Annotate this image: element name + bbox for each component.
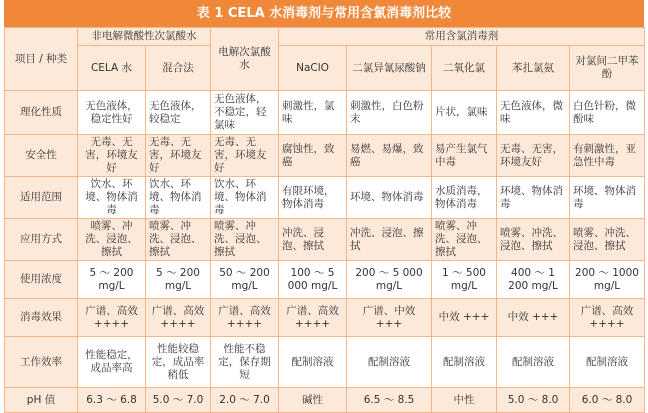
- table-cell: 5 ～ 200 mg/L: [146, 261, 211, 299]
- table-cell: 喷雾、冲洗、浸泡、擦拭: [211, 219, 279, 261]
- row-label: 消毒效果: [5, 299, 78, 337]
- header-group-nonelectrolytic: 非电解微酸性次氯酸水: [78, 28, 211, 46]
- header-group-common: 常用含氯消毒剂: [279, 28, 645, 46]
- table-cell: 5 ～ 200 mg/L: [78, 261, 146, 299]
- table-cell: 广谱、高效 ++++: [146, 299, 211, 337]
- table-cell: 5.0 ～ 7.0: [146, 388, 211, 413]
- table-cell: 饮水、环境、物体消毒: [78, 177, 146, 219]
- table-cell: 性能不稳定，保存期短: [211, 337, 279, 388]
- header-col-7: 苯扎氯氨: [497, 46, 570, 91]
- table-cell: 配制溶液: [432, 337, 497, 388]
- row-label: 工作效率: [5, 337, 78, 388]
- table-cell: 广谱、高效 ++++: [78, 299, 146, 337]
- table-cell: 饮水、环境、物体消毒: [146, 177, 211, 219]
- table-cell: 100 ～ 5 000 mg/L: [279, 261, 347, 299]
- table-row: [5, 177, 645, 219]
- header-col-3: 电解次氯酸水: [211, 28, 279, 91]
- header-col-5: 二氯异氰尿酸钠: [347, 46, 432, 91]
- table-cell: 广谱、高效 ++++: [279, 299, 347, 337]
- table-cell: 5.0 ～ 8.0: [497, 388, 570, 413]
- table-row: [5, 337, 645, 388]
- table-row: [5, 219, 645, 261]
- table-cell: 6.0 ～ 8.0: [570, 388, 645, 413]
- table-cell: 喷雾、冲洗、浸泡、擦拭: [146, 219, 211, 261]
- table-cell: 配制溶液: [279, 337, 347, 388]
- table-cell: 50 ～ 200 mg/L: [211, 261, 279, 299]
- table-cell: 易产生氯气中毒: [432, 135, 497, 177]
- row-label: pH 值: [5, 388, 78, 413]
- table-row: [5, 388, 645, 413]
- table-cell: 无色液体，较稳定: [146, 91, 211, 135]
- table-row: [5, 299, 645, 337]
- table-cell: 无色液体，微味: [497, 91, 570, 135]
- table-row: [5, 135, 645, 177]
- table-cell: 200 ～ 5 000 mg/L: [347, 261, 432, 299]
- table-cell: 无色液体，稳定性好: [78, 91, 146, 135]
- table-cell: 环境、物体消毒: [570, 177, 645, 219]
- table-cell: 片状，氯味: [432, 91, 497, 135]
- table-cell: 有刺激性，亚急性中毒: [570, 135, 645, 177]
- row-label: 使用浓度: [5, 261, 78, 299]
- table-cell: 冲洗、浸泡、擦拭: [279, 219, 347, 261]
- table-row: [5, 261, 645, 299]
- table-cell: 广谱、高效 ++++: [211, 299, 279, 337]
- table-cell: 配制溶液: [570, 337, 645, 388]
- comparison-table: [4, 27, 645, 413]
- table-cell: 配制溶液: [347, 337, 432, 388]
- table-cell: 白色针粉，微酚味: [570, 91, 645, 135]
- table-cell: 喷雾、冲洗、浸泡、擦拭: [570, 219, 645, 261]
- table-cell: 水质消毒，物体消毒: [432, 177, 497, 219]
- header-col-1: CELA 水: [78, 46, 146, 91]
- table-cell: 广谱、中效 +++: [347, 299, 432, 337]
- table-cell: 喷雾、冲洗、浸泡、擦拭: [497, 219, 570, 261]
- table-cell: 腐蚀性，致癌: [279, 135, 347, 177]
- table-cell: 环境、物体消毒: [497, 177, 570, 219]
- table-cell: 广谱、高效 ++++: [570, 299, 645, 337]
- table-cell: 中效 +++: [497, 299, 570, 337]
- table-cell: 碱性: [279, 388, 347, 413]
- table-cell: 无毒、无害，环境友好: [497, 135, 570, 177]
- header-col-8: 对氯间二甲苯酚: [570, 46, 645, 91]
- table-cell: 无色液体，不稳定，轻氯味: [211, 91, 279, 135]
- table-cell: 中效 +++: [432, 299, 497, 337]
- table-cell: 有限环境，物体消毒: [279, 177, 347, 219]
- table-cell: 200 ～ 1000 mg/L: [570, 261, 645, 299]
- table-cell: 喷雾、冲洗、浸泡、擦拭: [78, 219, 146, 261]
- table-title: 表 1 CELA 水消毒剂与常用含氯消毒剂比较: [4, 0, 644, 27]
- row-label: 应用方式: [5, 219, 78, 261]
- table-cell: 环境、物体消毒: [347, 177, 432, 219]
- table-cell: 喷雾、冲洗、浸泡、擦拭: [432, 219, 497, 261]
- table-cell: 2.0 ～ 7.0: [211, 388, 279, 413]
- row-label: 安全性: [5, 135, 78, 177]
- table-cell: 1 ～ 500 mg/L: [432, 261, 497, 299]
- table-cell: 冲洗、浸泡、擦拭: [347, 219, 432, 261]
- table-cell: 饮水、环境、物体消毒: [211, 177, 279, 219]
- table-cell: 6.3 ～ 6.8: [78, 388, 146, 413]
- header-project: 项目 / 种类: [5, 28, 78, 91]
- table-cell: 无毒、无害，环境友好: [211, 135, 279, 177]
- table-cell: 易燃、易爆，致癌: [347, 135, 432, 177]
- table-cell: 400 ～ 1 200 mg/L: [497, 261, 570, 299]
- table-cell: 6.5 ～ 8.5: [347, 388, 432, 413]
- table-cell: 刺激性，氯味: [279, 91, 347, 135]
- row-label: 理化性质: [5, 91, 78, 135]
- table-cell: 性能稳定，成品率高: [78, 337, 146, 388]
- table-cell: 无毒、无害，环境友好: [78, 135, 146, 177]
- table-cell: 性能较稳定，成品率稍低: [146, 337, 211, 388]
- row-label: 适用范围: [5, 177, 78, 219]
- table-cell: 中性: [432, 388, 497, 413]
- header-col-6: 二氧化氯: [432, 46, 497, 91]
- table-cell: 无毒、无害，环境友好: [146, 135, 211, 177]
- table-cell: 配制溶液: [497, 337, 570, 388]
- table-row: [5, 91, 645, 135]
- header-col-2: 混合法: [146, 46, 211, 91]
- table-cell: 刺激性，白色粉末: [347, 91, 432, 135]
- header-col-4: NaClO: [279, 46, 347, 91]
